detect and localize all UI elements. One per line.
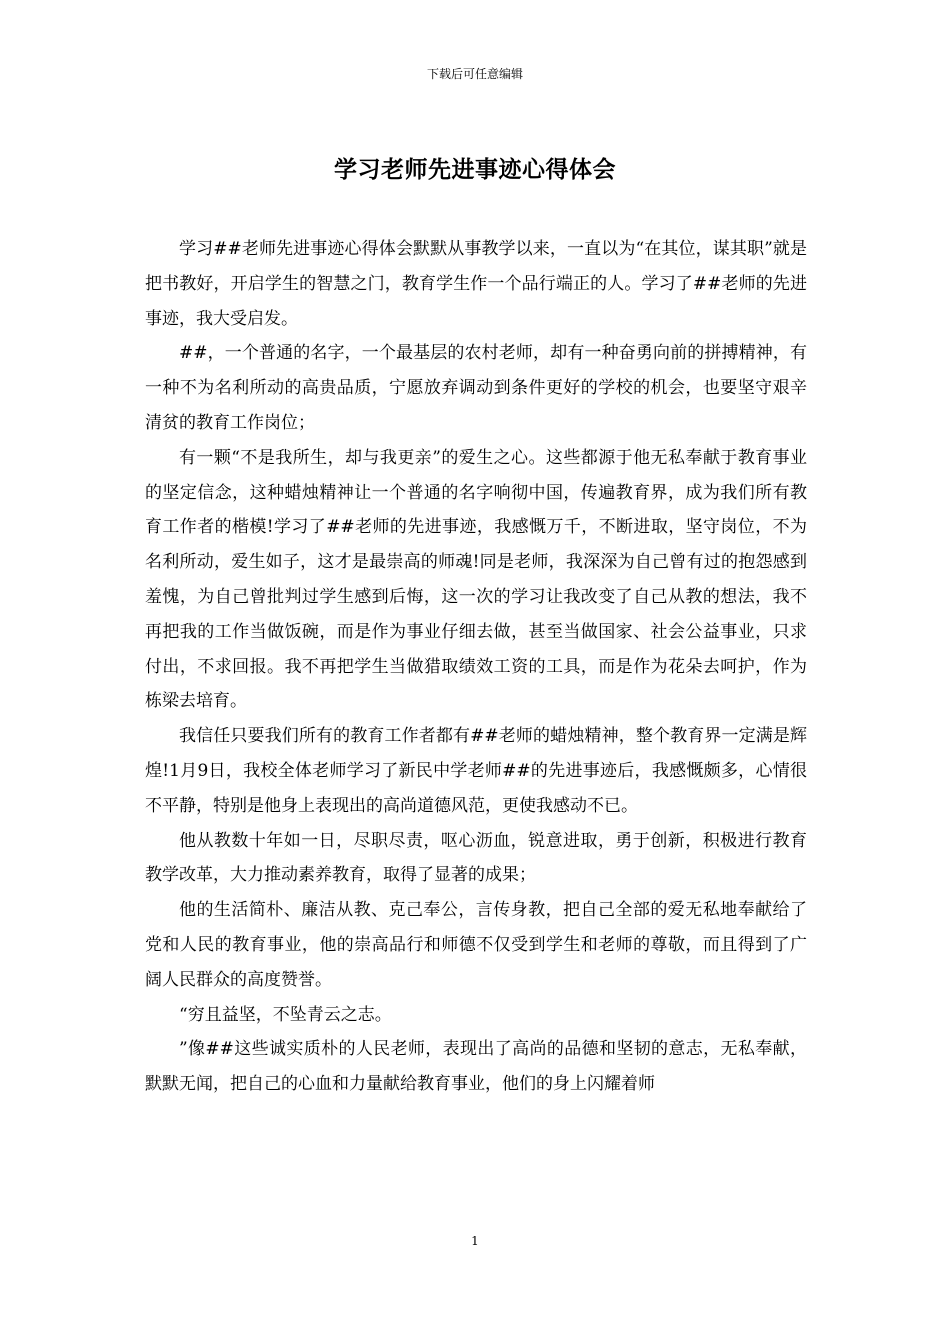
page-number: 1 <box>471 1234 479 1248</box>
paragraph: “穷且益坚，不坠青云之志。 <box>179 1004 392 1025</box>
document-title: 学习老师先进事迹心得体会 <box>334 156 616 183</box>
paragraph: ”像##这些诚实质朴的人民老师，表现出了高尚的品德和坚韧的意志，无私奉献，默默无闻，把自己的心血和力量献给教育事业，他们的身上闪耀着师 <box>145 1039 807 1095</box>
paragraph: 学习##老师先进事迹心得体会默默从事教学以来，一直以为“在其位，谋其职”就是把书教好，开启学生的智慧之门，教育学生作一个品行端正的人。学习了##老师的先进事迹，我大受启发。 <box>145 239 807 329</box>
page-header-note: 下载后可任意编辑 <box>426 67 523 81</box>
paragraph: 他从教数十年如一日，尽职尽责，呕心沥血，锐意进取，勇于创新，积极进行教育教学改革，大力推动素养教育，取得了显著的成果； <box>145 830 807 886</box>
paragraph: 我信任只要我们所有的教育工作者都有##老师的蜡烛精神，整个教育界一定满是辉煌!1月9日，我校全体老师学习了新民中学老师##的先进事迹后，我感慨颇多，心情很不平静，特别是他身上表现出的高尚道德风范，更使我感动不已。 <box>145 726 807 816</box>
paragraph: ##，一个普通的名字，一个最基层的农村老师，却有一种奋勇向前的拼搏精神，有一种不为名利所动的高贵品质，宁愿放弃调动到条件更好的学校的机会，也要坚守艰辛清贫的教育工作岗位； <box>145 343 807 433</box>
paragraph: 他的生活简朴、廉洁从教、克己奉公，言传身教，把自己全部的爱无私地奉献给了党和人民的教育事业，他的崇高品行和师德不仅受到学生和老师的尊敬，而且得到了广阔人民群众的高度赞誉。 <box>145 900 807 990</box>
paragraph: 有一颗“不是我所生，却与我更亲”的爱生之心。这些都源于他无私奉献于教育事业的坚定信念，这种蜡烛精神让一个普通的名字响彻中国，传遍教育界，成为我们所有教育工作者的楷模!学习了##老师的先进事迹，我感慨万千，不断进取，坚守岗位，不为名利所动，爱生如子，这才是最崇高的师魂!同是老师，我深深为自己曾有过的抱怨感到羞愧，为自己曾批判过学生感到后悔，这一次的学习让我改变了自己从教的想法，我不再把我的工作当做饭碗，而是作为事业仔细去做，甚至当做国家、社会公益事业，只求付出，不求回报。我不再把学生当做猎取绩效工资的工具，而是作为花朵去呵护，作为栋梁去培育。 <box>145 447 807 712</box>
document-body <box>145 232 807 1102</box>
